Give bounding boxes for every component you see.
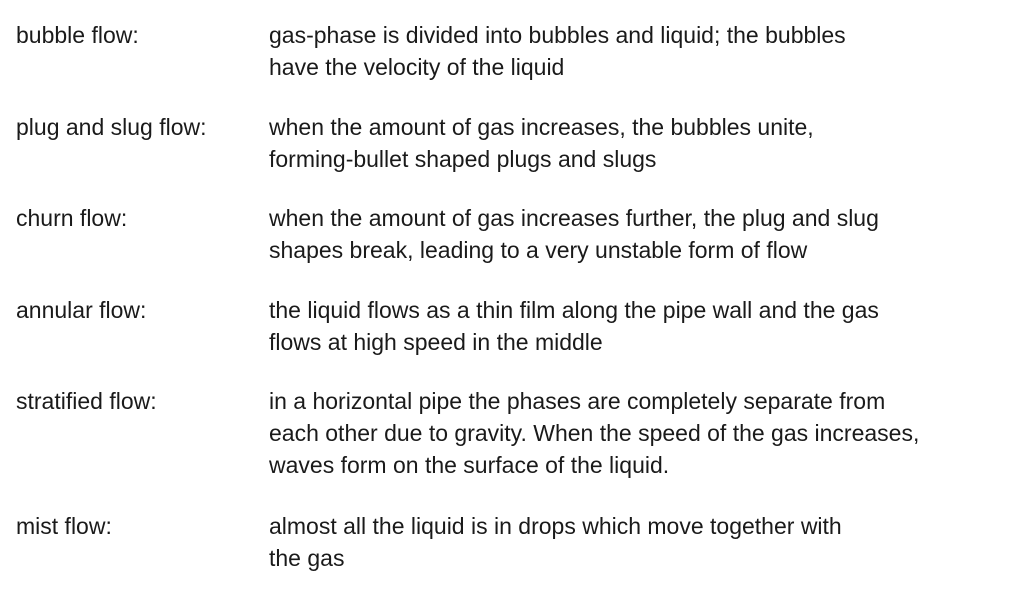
description-line: when the amount of gas increases further, the plug and slug	[269, 205, 879, 231]
definition-description	[269, 202, 1014, 266]
description-line: when the amount of gas increases, the bubbles unite,	[269, 114, 814, 140]
definition-term: stratified flow:	[16, 388, 157, 414]
description-line: shapes break, leading to a very unstable form of flow	[269, 237, 808, 263]
description-line: in a horizontal pipe the phases are completely separate from	[269, 388, 886, 414]
description-line: each other due to gravity. When the speed of the gas increases,	[269, 420, 920, 446]
definition-description	[269, 111, 1014, 175]
description-line: almost all the liquid is in drops which move together with	[269, 513, 842, 539]
description-line: gas-phase is divided into bubbles and liquid; the bubbles	[269, 22, 846, 48]
description-line: the liquid flows as a thin film along the pipe wall and the gas	[269, 297, 879, 323]
definition-term: annular flow:	[16, 297, 147, 323]
definition-term: mist flow:	[16, 513, 112, 539]
definition-description	[269, 510, 1014, 574]
description-line: forming-bullet shaped plugs and slugs	[269, 146, 657, 172]
description-line: flows at high speed in the middle	[269, 329, 603, 355]
definition-description	[269, 19, 1014, 83]
description-line: waves form on the surface of the liquid.	[269, 452, 670, 478]
definition-term: bubble flow:	[16, 22, 139, 48]
description-line: the gas	[269, 545, 345, 571]
description-line: have the velocity of the liquid	[269, 54, 565, 80]
definition-term: plug and slug flow:	[16, 114, 207, 140]
definition-description	[269, 385, 1014, 481]
definition-term: churn flow:	[16, 205, 128, 231]
definition-description	[269, 294, 1014, 358]
